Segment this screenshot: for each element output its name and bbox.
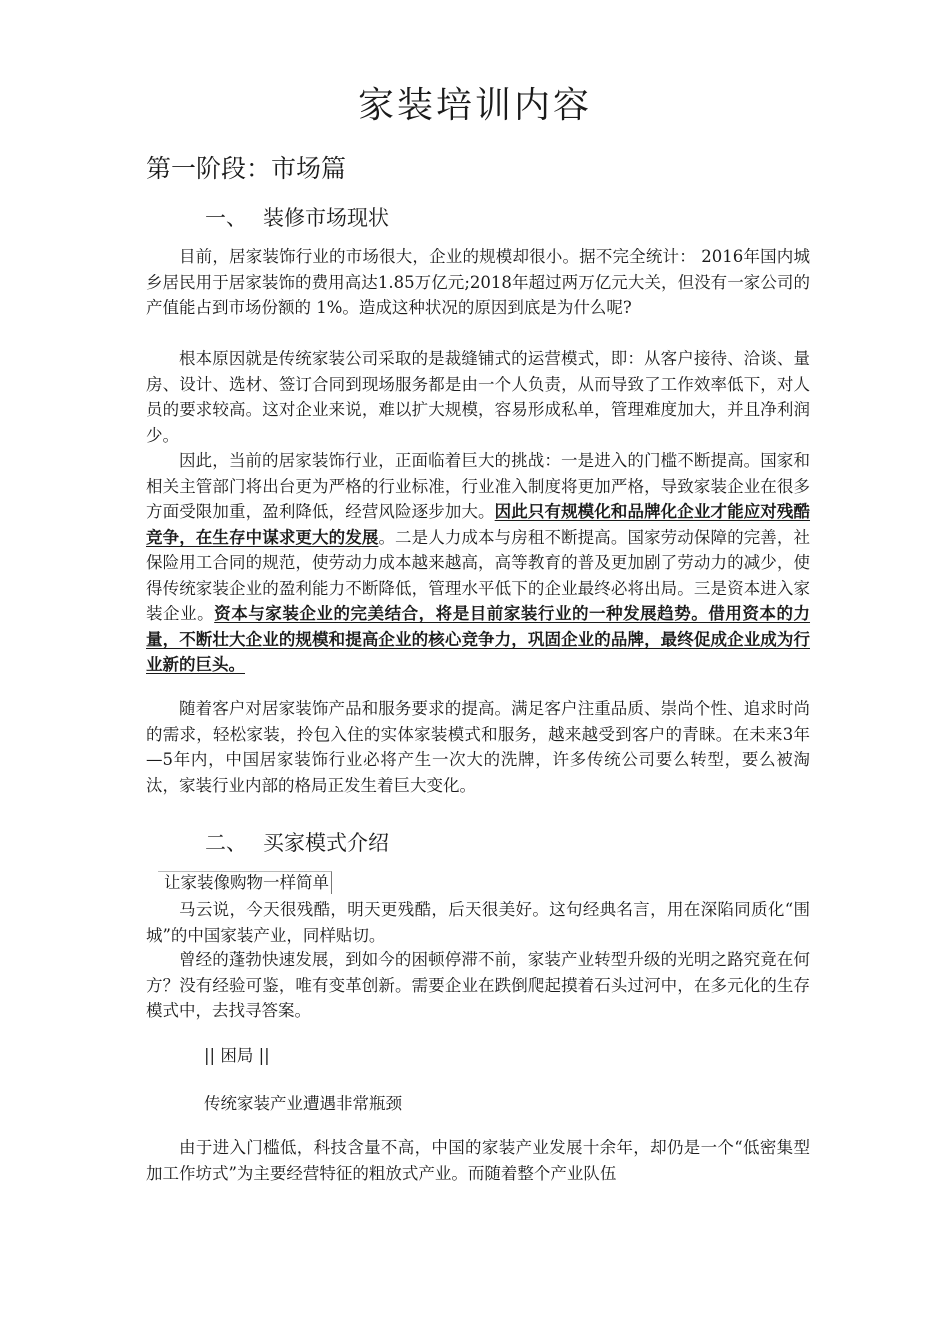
dilemma-label: || 困局 || (204, 1046, 270, 1065)
paragraph: 随着客户对居家装饰产品和服务要求的提高。满足客户注重品质、崇尚个性、追求时尚的需求，轻松家装，拎包入住的实体家装模式和服务，越来越受到客户的青睐。在未来3年—5年内，中国居家装饰行业必将产生一次大的洗牌，许多传统公司要么转型，要么被淘汰，家装行业内部的格局正发生着巨大变化。 (146, 699, 810, 795)
section-title-2: 买家模式介绍 (263, 831, 389, 855)
stage-heading: 第一阶段：市场篇 (146, 154, 347, 183)
section-heading-1 (205, 203, 389, 233)
paragraph: 由于进入门槛低，科技含量不高，中国的家装产业发展十余年，却仍是一个“低密集型加工作坊式”为主要经营特征的粗放式产业。而随着整个产业队伍 (146, 1138, 810, 1183)
paragraph-text: 因此，当前的居家装饰行业，正面临着巨大的挑战：一是进入的门槛不断提高。国家和相关主管部门将出台更为严格的行业标准，行业准入制度将更加严格，导致家装企业在很多方面受限加重，盈利降低，经营风险逐步加大。 (146, 451, 810, 521)
section-number-2: 二、 (205, 831, 247, 855)
section-heading-2 (205, 828, 389, 858)
section-number-1: 一、 (205, 206, 247, 230)
paragraph: 马云说，今天很残酷，明天更残酷，后天很美好。这句经典名言，用在深陷同质化“围城”的中国家装产业，同样贴切。 (146, 900, 810, 945)
paragraph (146, 448, 810, 678)
paragraph: 曾经的蓬勃快速发展，到如今的困顿停滞不前，家装产业转型升级的光明之路究竟在何方？没有经验可鉴，唯有变革创新。需要企业在跌倒爬起摸着石头过河中，在多元化的生存模式中，去找寻答案。 (146, 950, 810, 1020)
emphasis-text: 因此只有规模化和品牌化企业才能应对残酷竞争，在生存中谋求更大的发展 (146, 502, 811, 547)
paragraph: 目前，居家装饰行业的市场很大，企业的规模却很小。据不完全统计： 2016年国内城乡居民用于居家装饰的费用高达1.85万亿元;2018年超过两万亿元大关，但没有一家公司的产值能占到市场份额的 1%。造成这种状况的原因到底是为什么呢? (146, 247, 810, 317)
subheading: 传统家装产业遭遇非常瓶颈 (204, 1094, 402, 1113)
tagline-box: 让家装像购物一样简单 (158, 871, 332, 894)
document-title: 家装培训内容 (357, 85, 592, 126)
section-title-1: 装修市场现状 (263, 206, 389, 230)
paragraph: 根本原因就是传统家装公司采取的是裁缝铺式的运营模式，即：从客户接待、洽谈、量房、设计、选材、签订合同到现场服务都是由一个人负责，从而导致了工作效率低下，对人员的要求较高。这对企业来说，难以扩大规模，容易形成私单，管理难度加大，并且净利润少。 (146, 349, 810, 445)
paragraph-text: 。二是人力成本与房租不断提高。国家劳动保障的完善，社保险用工合同的规范，使劳动力成本越来越高，高等教育的普及更加剧了劳动力的减少，使得传统家装企业的盈利能力不断降低，管理水平低下的企业最终必将出局。三是资本进入家装企业。 (146, 527, 811, 623)
emphasis-text: 资本与家装企业的完美结合，将是目前家装行业的一种发展趋势。借用资本的力量，不断壮大企业的规模和提高企业的核心竞争力，巩固企业的品牌，最终促成企业成为行业新的巨头。 (146, 604, 811, 674)
